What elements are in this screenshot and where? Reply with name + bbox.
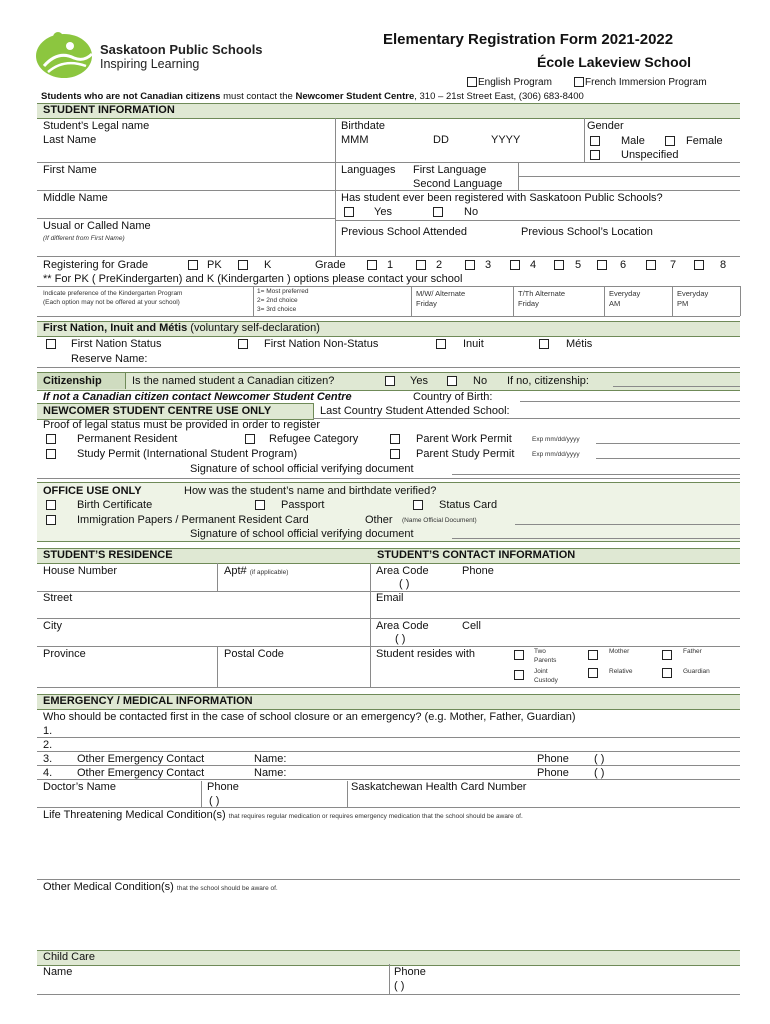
contact-1-number: 1. [43, 725, 53, 737]
preference-1: 1= Most preferred [257, 288, 309, 295]
metis-label: Métis [566, 338, 593, 350]
newcomer-signature-label: Signature of school official verifying document [190, 463, 414, 475]
first-nation-status-checkbox[interactable] [46, 339, 56, 349]
guardian-checkbox[interactable] [662, 668, 672, 678]
resides-with-label: Student resides with [376, 648, 476, 660]
parent-study-permit-label: Parent Study Permit [416, 448, 515, 460]
kindergarten-availability-note: (Each option may not be offered at your school) [43, 299, 180, 306]
city-label: City [43, 620, 62, 632]
doctor-phone-label: Phone [207, 781, 239, 793]
grade-2-checkbox[interactable] [416, 260, 426, 270]
english-program-label: English Program [478, 77, 552, 88]
org-name: Saskatoon Public Schools [100, 42, 263, 57]
birth-year-label: YYYY [491, 134, 521, 146]
grade-pk-checkbox[interactable] [188, 260, 198, 270]
proof-legal-status-note: Proof of legal status must be provided in order to register [43, 419, 320, 431]
grade-5-checkbox[interactable] [554, 260, 564, 270]
office-use-heading: OFFICE USE ONLY [43, 485, 142, 497]
second-language-label: Second Language [413, 178, 503, 190]
citizenship-heading: Citizenship [43, 375, 102, 387]
province-label: Province [43, 648, 86, 660]
school-logo [34, 28, 100, 80]
birth-certificate-checkbox[interactable] [46, 500, 56, 510]
contact-3-phone-paren: ( ) [594, 753, 605, 765]
email-label: Email [376, 592, 404, 604]
status-card-checkbox[interactable] [413, 500, 423, 510]
home-area-code-label: Area Code [376, 565, 429, 577]
two-parents-line1: Two [534, 648, 546, 655]
father-checkbox[interactable] [662, 650, 672, 660]
option-pm-line1: Everyday [677, 289, 709, 298]
previous-school-location-label: Previous School’s Location [521, 226, 653, 238]
registered-no-label: No [464, 206, 479, 218]
contact-4-number: 4. [43, 767, 53, 779]
registering-grade-label: Registering for Grade [43, 259, 149, 271]
registered-yes-checkbox[interactable] [344, 207, 354, 217]
passport-checkbox[interactable] [255, 500, 265, 510]
other-document-label: Other [365, 514, 393, 526]
residence-heading: STUDENT’S RESIDENCE [43, 549, 173, 561]
reserve-name-label: Reserve Name: [71, 353, 148, 365]
french-program-label: French Immersion Program [585, 77, 707, 88]
citizen-yes-label: Yes [410, 375, 428, 387]
joint-custody-line2: Custody [534, 677, 558, 684]
last-name-label: Last Name [43, 134, 97, 146]
grade-4-label: 4 [530, 259, 537, 271]
form-title: Elementary Registration Form 2021-2022 [383, 31, 674, 48]
relative-checkbox[interactable] [588, 668, 598, 678]
contact-3-name-label: Name: [254, 753, 287, 765]
mother-label: Mother [609, 648, 630, 655]
birth-certificate-label: Birth Certificate [77, 499, 153, 511]
registered-no-checkbox[interactable] [433, 207, 443, 217]
work-permit-expiry-label: Exp mm/dd/yyyy [532, 436, 580, 443]
immigration-papers-label: Immigration Papers / Permanent Resident Card [77, 514, 309, 526]
grade-7-checkbox[interactable] [646, 260, 656, 270]
first-nation-non-status-checkbox[interactable] [238, 339, 248, 349]
contact-4-phone-paren: ( ) [594, 767, 605, 779]
grade-8-label: 8 [720, 259, 727, 271]
guardian-label: Guardian [683, 668, 710, 675]
student-info-heading: STUDENT INFORMATION [43, 104, 175, 116]
grade-2-label: 2 [436, 259, 443, 271]
grade-1-checkbox[interactable] [367, 260, 377, 270]
contact-2-number: 2. [43, 739, 53, 751]
health-card-label: Saskatchewan Health Card Number [351, 781, 527, 793]
parent-work-permit-checkbox[interactable] [390, 434, 400, 444]
inuit-checkbox[interactable] [436, 339, 446, 349]
option-pm-line2: PM [677, 299, 689, 308]
cell-label: Cell [462, 620, 481, 632]
birthdate-label: Birthdate [341, 120, 386, 132]
citizen-no-label: No [473, 375, 488, 387]
grade-k-checkbox[interactable] [238, 260, 248, 270]
newcomer-use-only-heading: NEWCOMER STUDENT CENTRE USE ONLY [43, 405, 272, 417]
immigration-papers-checkbox[interactable] [46, 515, 56, 525]
usual-name-note: (If different from First Name) [43, 235, 125, 242]
father-label: Father [683, 648, 702, 655]
grade-7-label: 7 [670, 259, 677, 271]
grade-6-label: 6 [620, 259, 627, 271]
contact-3-number: 3. [43, 753, 53, 765]
grade-label: Grade [315, 259, 346, 271]
canadian-citizen-question: Is the named student a Canadian citizen? [132, 375, 335, 387]
first-nation-status-label: First Nation Status [71, 338, 162, 350]
joint-custody-checkbox[interactable] [514, 670, 524, 680]
permanent-resident-label: Permanent Resident [77, 433, 178, 445]
option-am-line1: Everyday [609, 289, 641, 298]
street-label: Street [43, 592, 73, 604]
kindergarten-preference-note: Indicate preference of the Kindergarten Program [43, 290, 183, 297]
grade-6-checkbox[interactable] [597, 260, 607, 270]
life-threatening-condition: Life Threatening Medical Condition(s) that requires regular medication or requires emergency medication that the school should be aware of. [43, 809, 523, 821]
country-of-birth-label: Country of Birth: [413, 391, 493, 403]
grade-pk-label: PK [207, 259, 222, 271]
unspecified-label: Unspecified [621, 149, 679, 161]
two-parents-checkbox[interactable] [514, 650, 524, 660]
grade-k-label: K [264, 259, 272, 271]
org-tagline: Inspiring Learning [100, 57, 200, 71]
doctor-name-label: Doctor’s Name [43, 781, 116, 793]
option-am-line2: AM [609, 299, 621, 308]
languages-label: Languages [341, 164, 396, 176]
french-program-checkbox[interactable] [574, 77, 584, 87]
citizen-yes-checkbox[interactable] [385, 376, 395, 386]
option-mw-line2: Friday [416, 299, 437, 308]
first-nation-heading: First Nation, Inuit and Métis (voluntary self-declaration) [43, 322, 320, 334]
cell-area-code-label: Area Code [376, 620, 429, 632]
registered-yes-label: Yes [374, 206, 392, 218]
last-school-label: Last Country Student Attended School: [320, 405, 510, 417]
first-language-label: First Language [413, 164, 487, 176]
legal-name-label: Student’s Legal name [43, 120, 150, 132]
birth-month-label: MMM [341, 134, 369, 146]
contact-4-name-label: Name: [254, 767, 287, 779]
first-name-label: First Name [43, 164, 97, 176]
contact-heading: STUDENT’S CONTACT INFORMATION [377, 549, 576, 561]
emergency-question: Who should be contacted first in the case of school closure or an emergency? (e.g. Mother, Father, Guardian) [43, 711, 576, 723]
option-tth-line1: T/Th Alternate [518, 289, 566, 298]
refugee-checkbox[interactable] [245, 434, 255, 444]
male-checkbox[interactable] [590, 136, 600, 146]
grade-5-label: 5 [575, 259, 582, 271]
refugee-label: Refugee Category [269, 433, 359, 445]
birth-day-label: DD [433, 134, 449, 146]
usual-name-label: Usual or Called Name [43, 220, 151, 232]
grade-4-checkbox[interactable] [510, 260, 520, 270]
joint-custody-line1: Joint [534, 668, 548, 675]
school-name: École Lakeview School [537, 54, 692, 70]
option-tth-line2: Friday [518, 299, 539, 308]
permanent-resident-checkbox[interactable] [46, 434, 56, 444]
first-nation-non-status-label: First Nation Non-Status [264, 338, 379, 350]
middle-name-label: Middle Name [43, 192, 108, 204]
study-permit-checkbox[interactable] [46, 449, 56, 459]
child-care-heading: Child Care [43, 951, 95, 963]
apartment-label: Apt# (if applicable) [224, 565, 289, 577]
preference-3: 3= 3rd choice [257, 306, 297, 313]
newcomer-note: Students who are not Canadian citizens must contact the Newcomer Student Centre, 310 – 21st Street East, (306) 683-8400 [41, 91, 584, 102]
unspecified-checkbox[interactable] [590, 150, 600, 160]
other-document-note: (Name Official Document) [402, 517, 477, 524]
grade-3-checkbox[interactable] [465, 260, 475, 270]
office-signature-label: Signature of school official verifying document [190, 528, 414, 540]
house-number-label: House Number [43, 565, 117, 577]
passport-label: Passport [281, 499, 325, 511]
status-card-label: Status Card [439, 499, 498, 511]
female-label: Female [686, 135, 723, 147]
contact-4-label: Other Emergency Contact [77, 767, 205, 779]
child-care-name-label: Name [43, 966, 73, 978]
contact-3-phone-label: Phone [537, 753, 569, 765]
grade-8-checkbox[interactable] [694, 260, 704, 270]
option-mw-line1: M/W/ Alternate [416, 289, 466, 298]
inuit-label: Inuit [463, 338, 484, 350]
mother-checkbox[interactable] [588, 650, 598, 660]
parent-study-permit-checkbox[interactable] [390, 449, 400, 459]
grade-3-label: 3 [485, 259, 492, 271]
male-label: Male [621, 135, 645, 147]
contact-4-phone-label: Phone [537, 767, 569, 779]
female-checkbox[interactable] [665, 136, 675, 146]
cell-area-code-paren: ( ) [395, 633, 406, 645]
child-care-phone-label: Phone [394, 966, 426, 978]
doctor-phone-paren: ( ) [209, 795, 220, 807]
english-program-checkbox[interactable] [467, 77, 477, 87]
contact-3-label: Other Emergency Contact [77, 753, 205, 765]
relative-label: Relative [609, 668, 633, 675]
pk-k-note: ** For PK ( PreKindergarten) and K (Kindergarten ) options please contact your school [43, 273, 463, 285]
metis-checkbox[interactable] [539, 339, 549, 349]
grade-1-label: 1 [387, 259, 394, 271]
verification-question: How was the student’s name and birthdate verified? [184, 485, 437, 497]
home-phone-label: Phone [462, 565, 494, 577]
if-no-citizenship-label: If no, citizenship: [507, 375, 589, 387]
contact-newcomer-note: If not a Canadian citizen contact Newcomer Student Centre [43, 391, 352, 403]
child-care-phone-paren: ( ) [394, 980, 405, 992]
emergency-heading: EMERGENCY / MEDICAL INFORMATION [43, 695, 253, 707]
study-permit-label: Study Permit (International Student Program) [77, 448, 298, 460]
gender-label: Gender [587, 120, 624, 132]
citizen-no-checkbox[interactable] [447, 376, 457, 386]
home-area-code-paren: ( ) [399, 578, 410, 590]
postal-code-label: Postal Code [224, 648, 284, 660]
parent-work-permit-label: Parent Work Permit [416, 433, 512, 445]
registered-question: Has student ever been registered with Saskatoon Public Schools? [341, 192, 663, 204]
two-parents-line2: Parents [534, 657, 557, 664]
previous-school-label: Previous School Attended [341, 226, 467, 238]
other-medical-condition: Other Medical Condition(s) that the school should be aware of. [43, 881, 278, 893]
preference-2: 2= 2nd choice [257, 297, 298, 304]
study-permit-expiry-label: Exp mm/dd/yyyy [532, 451, 580, 458]
